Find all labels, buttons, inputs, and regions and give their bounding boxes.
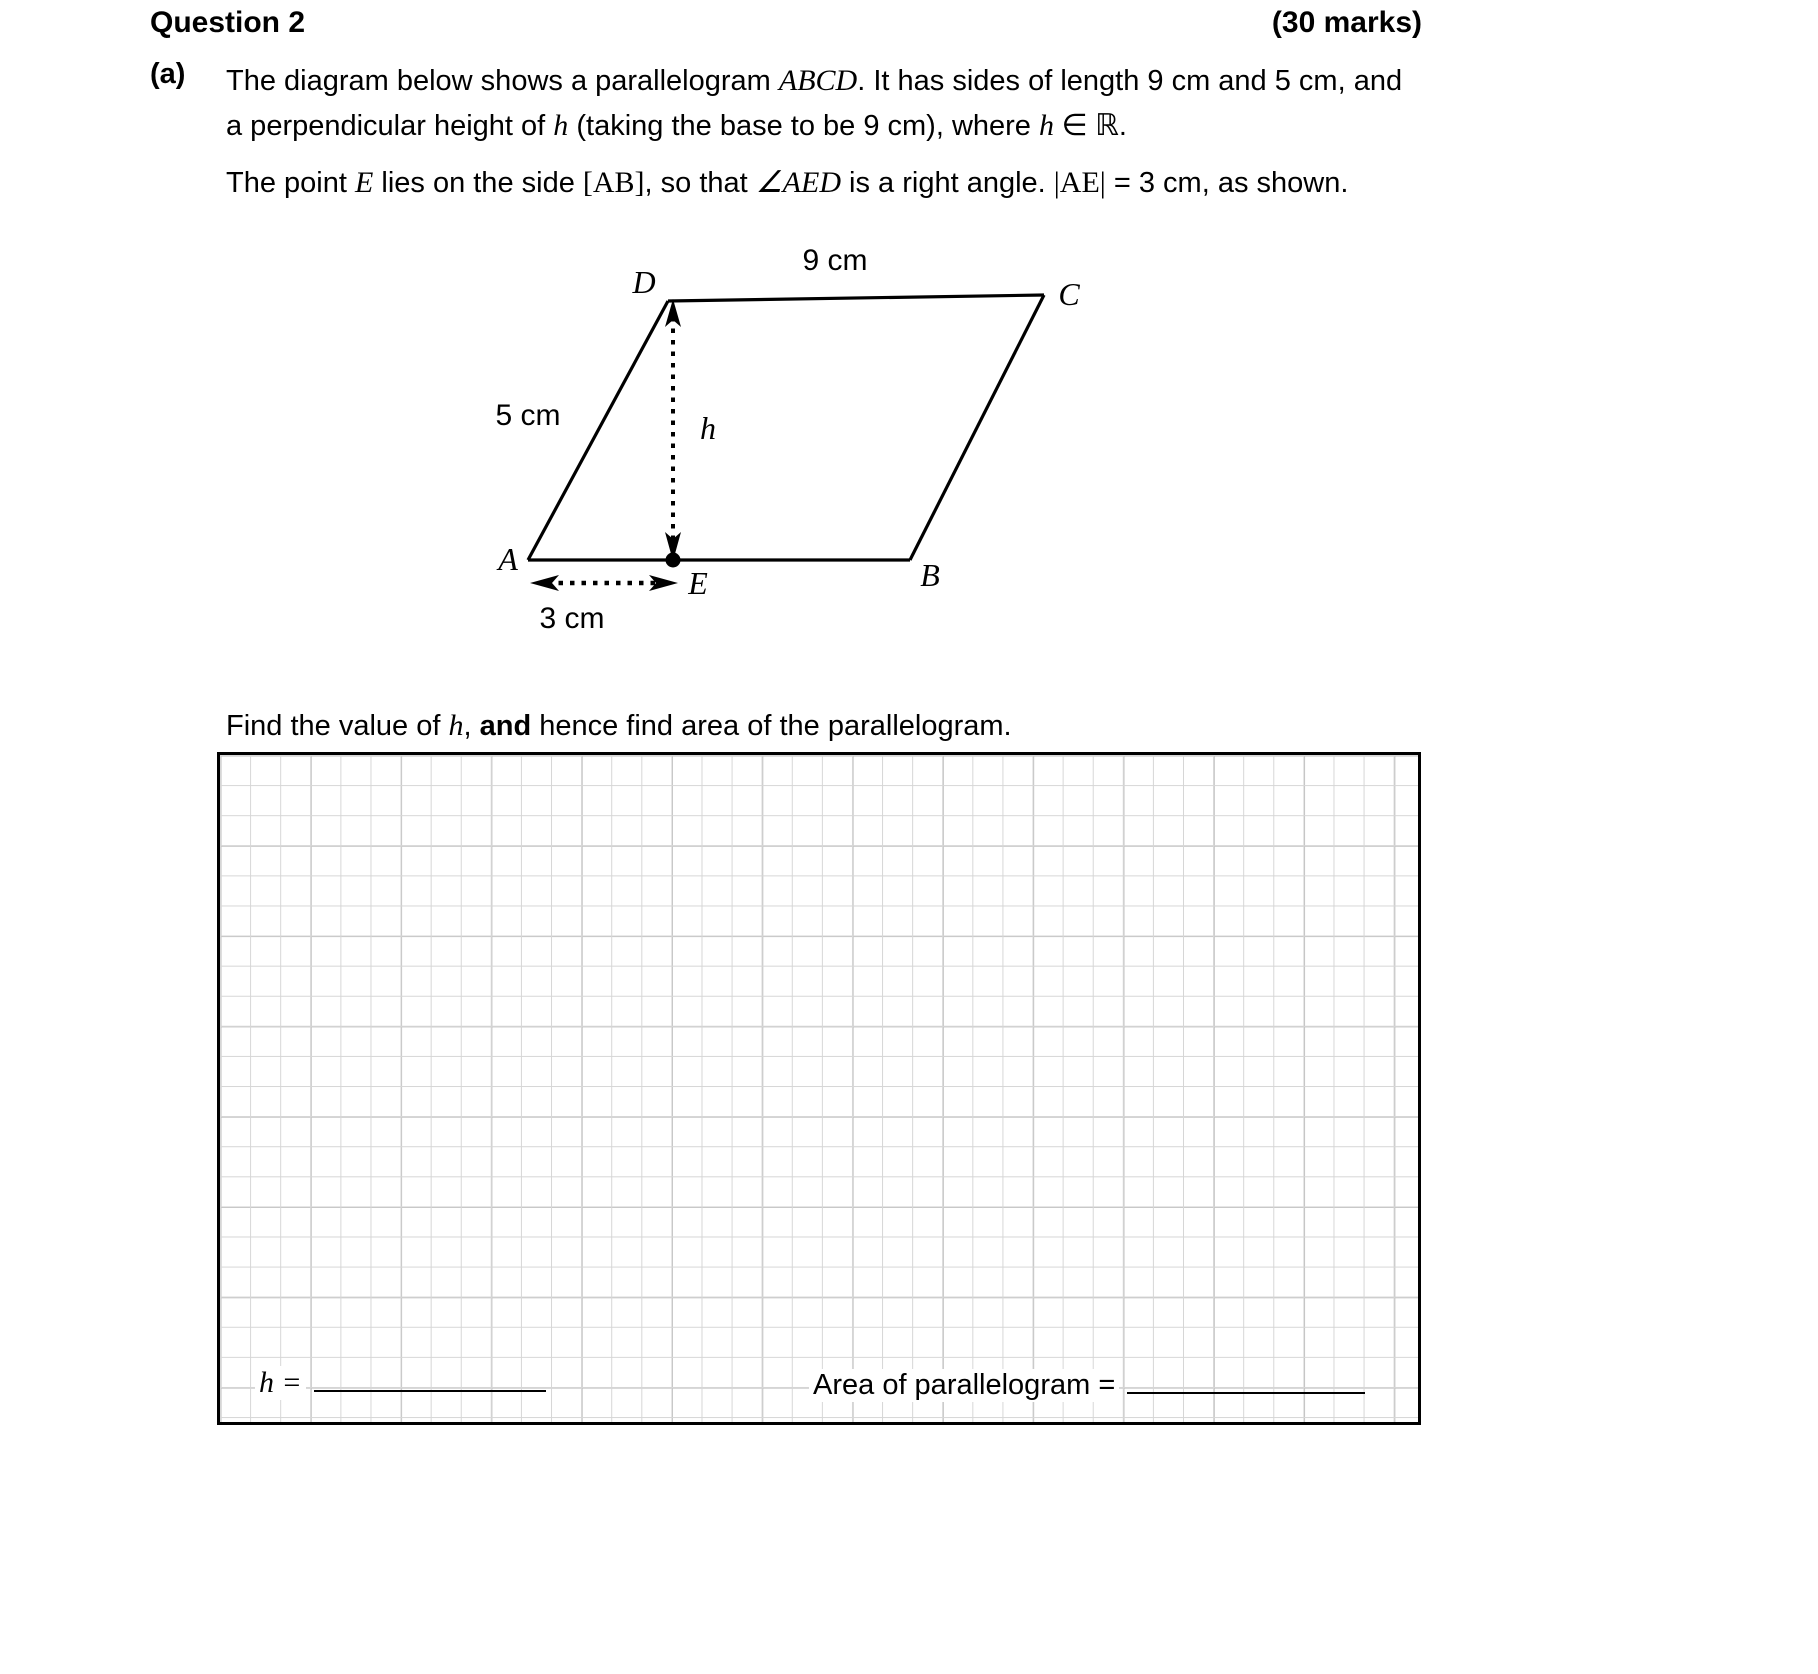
- para2-text-a: a perpendicular height of: [226, 110, 554, 142]
- question-paragraph-1: [226, 58, 1426, 104]
- para3-text-a: The point: [226, 167, 355, 199]
- para3-math-angle-aed: ∠AED: [755, 166, 841, 199]
- para3-text-b: lies on the side: [373, 167, 583, 199]
- label-height-h: h: [700, 410, 716, 446]
- para3-text-c: , so that: [644, 167, 756, 199]
- instruction-text-bold: and: [479, 710, 532, 742]
- para3-math-e: E: [354, 166, 374, 199]
- parallelogram-diagram: [430, 235, 1190, 655]
- para2-math-h: h: [553, 109, 569, 142]
- label-vertex-d: D: [632, 264, 656, 300]
- answer-h-label: h =: [255, 1366, 306, 1400]
- label-vertex-a: A: [498, 541, 518, 577]
- para3-math-abs-ae: |AE|: [1053, 166, 1106, 199]
- para2-math-reals: ℝ: [1095, 109, 1119, 142]
- para2-text-b: (taking the base to be 9 cm), where: [568, 110, 1039, 142]
- question-paragraph-3: [226, 160, 1348, 206]
- para3-text-d: is a right angle.: [841, 167, 1054, 199]
- ae-arrowhead-left: [530, 575, 559, 591]
- label-length-side: 5 cm: [495, 399, 561, 432]
- para2-math-element-of: ∈: [1053, 109, 1096, 142]
- instruction-text-b: ,: [463, 710, 480, 742]
- label-vertex-c: C: [1058, 276, 1080, 312]
- para2-math-h2: h: [1038, 109, 1054, 142]
- marks-badge: (30 marks): [1271, 6, 1422, 39]
- ae-measure-arrow: [530, 575, 678, 591]
- label-length-top: 9 cm: [802, 244, 868, 277]
- para1-math-abcd: ABCD: [778, 64, 858, 97]
- parallelogram-shape: [528, 295, 1044, 560]
- para2-text-c: .: [1118, 110, 1127, 142]
- question-paragraph-2: [226, 103, 1127, 149]
- page-header: [150, 6, 1422, 40]
- label-point-e: E: [688, 565, 708, 601]
- edge-dc: [668, 295, 1044, 301]
- para3-text-e: = 3 cm, as shown.: [1105, 167, 1349, 199]
- edge-cb: [910, 295, 1044, 560]
- instruction-text-a: Find the value of: [226, 710, 449, 742]
- question-instruction: [226, 703, 1012, 749]
- instruction-math-h: h: [448, 709, 464, 742]
- label-vertex-b: B: [920, 557, 940, 593]
- question-title: Question 2: [150, 6, 306, 39]
- answer-workspace-grid[interactable]: [217, 752, 1421, 1425]
- instruction-text-c: hence find area of the parallelogram.: [531, 710, 1012, 742]
- answer-area-label: Area of parallelogram =: [809, 1369, 1119, 1402]
- point-e-marker: [666, 553, 681, 568]
- para1-text-b: . It has sides of length 9 cm and 5 cm, and: [857, 65, 1403, 97]
- label-length-ae: 3 cm: [539, 602, 605, 635]
- para3-math-ab: [AB]: [582, 166, 645, 199]
- para1-text-a: The diagram below shows a parallelogram: [226, 65, 779, 97]
- part-label-a: (a): [150, 58, 186, 90]
